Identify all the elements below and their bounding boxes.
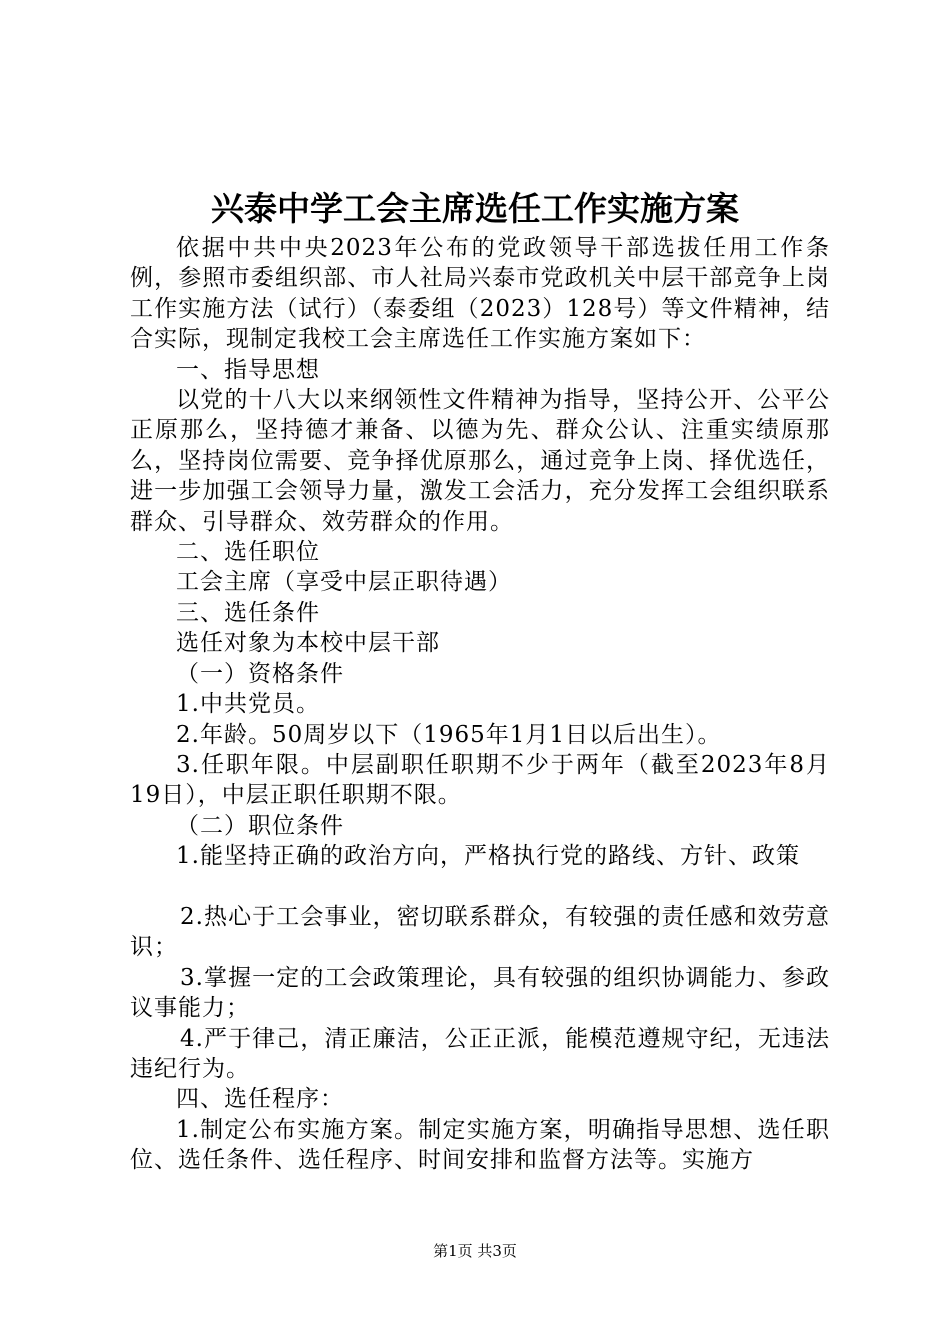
section-heading-guiding-ideology: 一、指导思想	[176, 356, 320, 383]
position-condition-item-4: 4.严于律己，清正廉洁，公正正派，能模范遵规守纪，无违法违纪行为。	[130, 1025, 830, 1082]
subheading-qualification: （一）资格条件	[176, 660, 344, 687]
section-heading-procedure: 四、选任程序：	[176, 1086, 344, 1113]
procedure-item-1: 1.制定公布实施方案。制定实施方案，明确指导思想、选任职位、选任条件、选任程序、时间安排和监督方法等。实施方	[130, 1116, 830, 1174]
qualification-item-3: 3.任职年限。中层副职任职期不少于两年（截至2023年8月19日），中层正职任职期不限。	[130, 751, 830, 809]
subheading-position-conditions: （二）职位条件	[176, 812, 344, 839]
position-paragraph: 工会主席（享受中层正职待遇）	[176, 569, 512, 596]
position-condition-item-2: 2.热心于工会事业，密切联系群众，有较强的责任感和效劳意识；	[130, 903, 830, 961]
position-condition-item-3: 3.掌握一定的工会政策理论，具有较强的组织协调能力、参政议事能力；	[130, 964, 830, 1022]
intro-paragraph: 依据中共中央2023年公布的党政领导干部选拔任用工作条例，参照市委组织部、市人社局兴泰市党政机关中层干部竞争上岗工作实施方法（试行）（泰委组（2023）128号）等文件精神，结合实际，现制定我校工会主席选任工作实施方案如下：	[130, 235, 830, 353]
document-body	[130, 233, 830, 1176]
document-title: 兴泰中学工会主席选任工作实施方案	[211, 189, 739, 228]
position-condition-item-1: 1.能坚持正确的政治方向，严格执行党的路线、方针、政策	[176, 843, 800, 870]
qualification-item-1: 1.中共党员。	[176, 691, 320, 718]
page-footer: 第1页 共3页	[433, 1242, 517, 1260]
blank-line	[130, 872, 830, 902]
qualification-item-2: 2.年龄。50周岁以下（1965年1月1日以后出生）。	[176, 721, 722, 748]
section-heading-position: 二、选任职位	[176, 539, 320, 566]
guiding-ideology-paragraph: 以党的十八大以来纲领性文件精神为指导，坚持公开、公平公正原那么，坚持德才兼备、以德为先、群众公认、注重实绩原那么，坚持岗位需要、竞争择优原那么，通过竞争上岗、择优选任，进一步加强工会领导力量，激发工会活力，充分发挥工会组织联系群众、引导群众、效劳群众的作用。	[130, 387, 830, 535]
section-heading-conditions: 三、选任条件	[176, 599, 320, 626]
conditions-intro-paragraph: 选任对象为本校中层干部	[176, 630, 440, 657]
